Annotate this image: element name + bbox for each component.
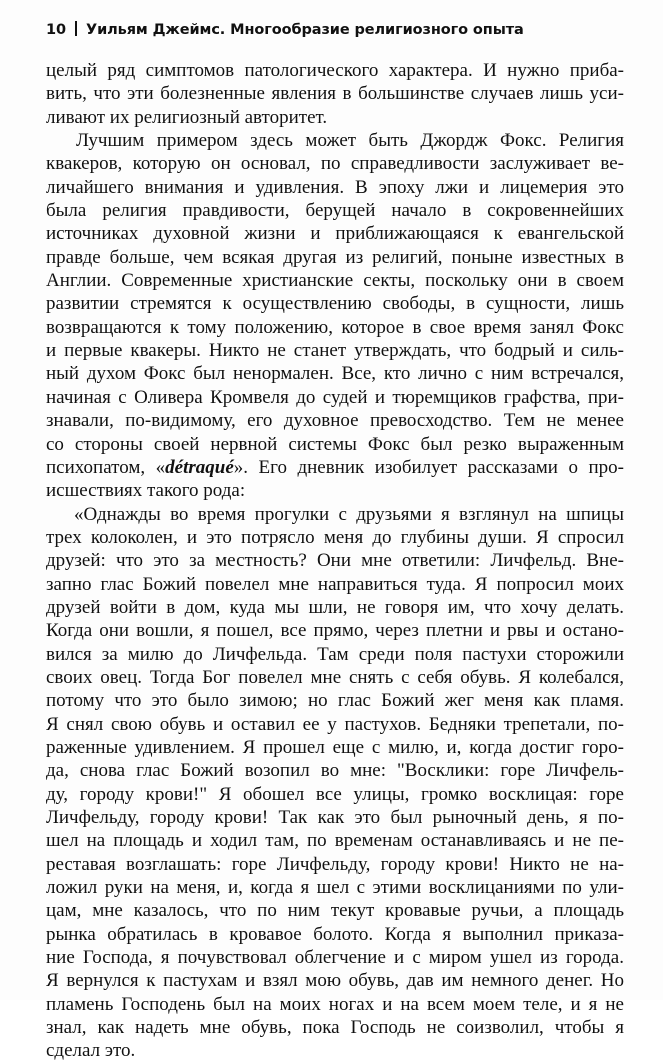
text-line: ливают их религиозный авторитет.	[46, 106, 328, 128]
text-line: запно глас Божий повелел мне направиться туда. Я попросил моих	[46, 573, 624, 595]
text-line: возвращаются к тому положению, которое в свое время занял Фокс	[46, 316, 624, 338]
text-line: Когда они вошли, я пошел, все прямо, через плетни и рвы и остано-	[46, 620, 624, 642]
text-line: целый ряд симптомов патологического характера. И нужно приба-	[46, 60, 624, 81]
text-line: психопатом, «détraqué». Его дневник изобилует рассказами о про-	[46, 456, 624, 478]
text-line: ние Господа, я почувствовал облегчение и с миром ушел из города.	[46, 947, 624, 969]
text-line: вился за милю до Личфельда. Там среди поля пастухи сторожили	[46, 643, 624, 665]
text-line: Я снял свою обувь и оставил ее у пастухов. Бедняки трепетали, по-	[46, 713, 624, 735]
header-separator	[75, 21, 77, 36]
text-line: Личфельду, городу крови! Так как это был рыночный день, я по-	[46, 807, 624, 828]
text-line: рынка обратилась в кровавое болото. Когда я выполнил приказа-	[46, 923, 624, 945]
text-line: ный духом Фокс был ненормален. Все, кто лично с ним встречался,	[46, 363, 624, 385]
text-line: со стороны своей нервной системы Фокс был резко выраженным	[46, 433, 624, 455]
text-line: Англии. Современные христианские секты, поскольку они в своем	[46, 270, 624, 292]
text-line: и первые квакеры. Никто не станет утверждать, что бодрый и силь-	[46, 340, 624, 362]
text-line: цам, мне казалось, что по ним текут кровавые ручьи, а площадь	[46, 900, 624, 922]
text-line: личайшего внимания и удивления. В эпоху лжи и лицемерия это	[46, 176, 624, 198]
text-line: да, снова глас Божий возопил во мне: "Восклики: горе Личфель-	[46, 760, 624, 782]
running-head	[46, 21, 524, 38]
body-text	[46, 59, 624, 1063]
text-line: своих овец. Тогда Бог повелел мне снять с себя обувь. Я колебался,	[46, 666, 624, 688]
text-line: друзей войти в дом, куда мы шли, не говоря им, что хочу делать.	[46, 596, 624, 618]
text-line: потому что это было зимою; но глас Божий жег меня как пламя.	[46, 690, 624, 712]
text-line: трех колоколен, и это потрясло меня до глубины души. Я спросил	[46, 526, 624, 548]
text-line: Лучшим примером здесь может быть Джордж Фокс. Религия	[76, 130, 624, 152]
text-line: квакеров, которую он основал, по справедливости заслуживает ве-	[46, 153, 624, 175]
text-line: знавали, по-видимому, его духовное превосходство. Тем не менее	[46, 410, 624, 432]
text-line: развитии стремятся к осуществлению свободы, в сущности, лишь	[46, 293, 624, 315]
text-line: правде больше, чем всякая другая из религий, поныне известных в	[46, 246, 624, 268]
text-line: исшествиях такого рода:	[46, 480, 246, 502]
text-line: друзей: что это за местность? Они мне ответили: Личфельд. Вне-	[46, 550, 624, 572]
text-line: источниках духовной жизни и приближающаяся к евангельской	[46, 223, 624, 245]
page-number: 10	[46, 22, 66, 38]
text-line: пламень Господень был на моих ногах и на всем моем теле, и я не	[46, 993, 624, 1015]
text-line: Я вернулся к пастухам и взял мою обувь, дав им немного денег. Но	[46, 970, 624, 992]
text-line: ду, городу крови!" Я обошел все улицы, громко восклицая: горе	[46, 783, 624, 805]
text-line: сделал это.	[46, 1040, 136, 1062]
text-line: раженные удивлением. Я прошел еще с милю, и, когда достиг горо-	[46, 736, 624, 758]
text-line: ложил руки на меня, и, когда я шел с этими восклицаниями по ули-	[46, 877, 624, 899]
text-line: вить, что эти болезненные явления в большинстве случаев лишь уси-	[46, 83, 624, 105]
text-line: знал, как надеть мне обувь, пока Господь не соизволил, чтобы я	[46, 1017, 624, 1039]
text-line: «Однажды во время прогулки с друзьями я взглянул на шпицы	[74, 503, 624, 525]
text-line: реставая возглашать: горе Личфельду, городу крови! Никто не на-	[46, 853, 624, 875]
text-line: шел на площадь и ходил там, по временам останавливаясь и не пе-	[46, 830, 624, 852]
text-line: была религия правдивости, берущей начало в сокровеннейших	[46, 200, 624, 222]
emphasized-word: détraqué	[165, 456, 234, 478]
text-line: начиная с Оливера Кромвеля до судей и тюремщиков графства, при-	[46, 386, 624, 408]
book-title: Уильям Джеймс. Многообразие религиозного опыта	[85, 22, 524, 38]
